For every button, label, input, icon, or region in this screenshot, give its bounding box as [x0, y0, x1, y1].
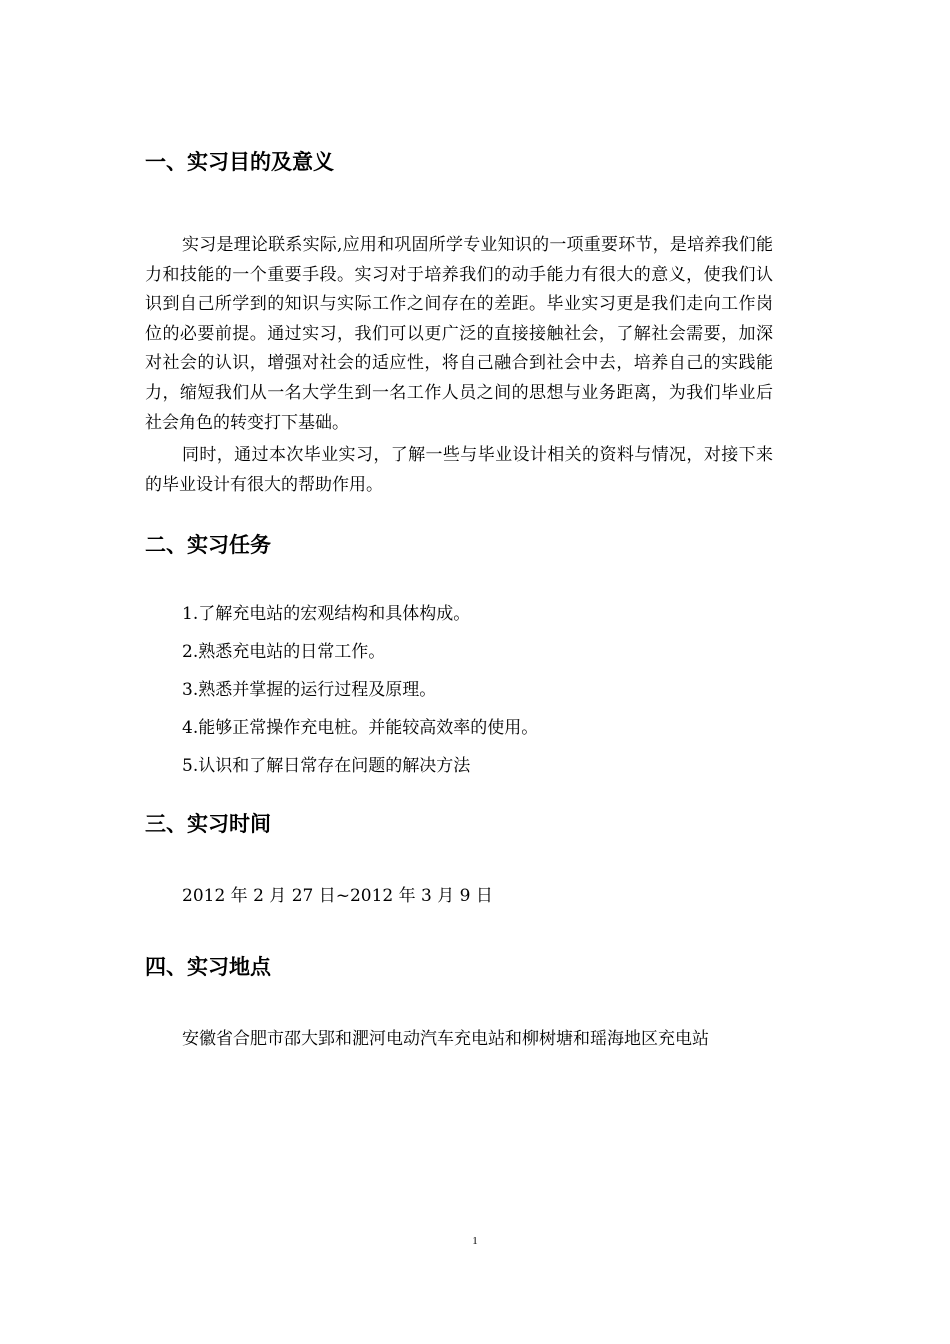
- task-item-1: 1.了解充电站的宏观结构和具体构成。: [182, 604, 471, 625]
- section-heading-purpose: 一、实习目的及意义: [145, 149, 334, 174]
- internship-location-text: 安徽省合肥市邵大郢和淝河电动汽车充电站和柳树塘和瑶海地区充电站: [182, 1028, 709, 1049]
- section-heading-tasks: 二、实习任务: [145, 532, 271, 558]
- task-item-3: 3.熟悉并掌握的运行过程及原理。: [182, 680, 437, 701]
- paragraph-purpose-1: 实习是理论联系实际,应用和巩固所学专业知识的一项重要环节，是培养我们能力和技能的一个重要手段。实习对于培养我们的动手能力有很大的意义，使我们认识到自己所学到的知识与实际工作之间存在的差距。毕业实习更是我们走向工作岗位的必要前提。通过实习，我们可以更广泛的直接接触社会，了解社会需要，加深对社会的认识，增强对社会的适应性，将自己融合到社会中去，培养自己的实践能力，缩短我们从一名大学生到一名工作人员之间的思想与业务距离，为我们毕业后社会角色的转变打下基础。: [145, 235, 773, 433]
- section-heading-location: 四、实习地点: [145, 953, 271, 979]
- internship-time-text: 2012 年 2 月 27 日~2012 年 3 月 9 日: [182, 886, 493, 907]
- page-number: 1: [472, 1235, 478, 1247]
- task-item-5: 5.认识和了解日常存在问题的解决方法: [182, 756, 471, 777]
- task-item-2: 2.熟悉充电站的日常工作。: [182, 642, 386, 663]
- page-content: [145, 146, 773, 1055]
- paragraph-purpose-2: 同时，通过本次毕业实习，了解一些与毕业设计相关的资料与情况，对接下来的毕业设计有很大的帮助作用。: [145, 445, 773, 495]
- task-item-4: 4.能够正常操作充电桩。并能较高效率的使用。: [182, 718, 539, 739]
- section-heading-time: 三、实习时间: [145, 811, 271, 837]
